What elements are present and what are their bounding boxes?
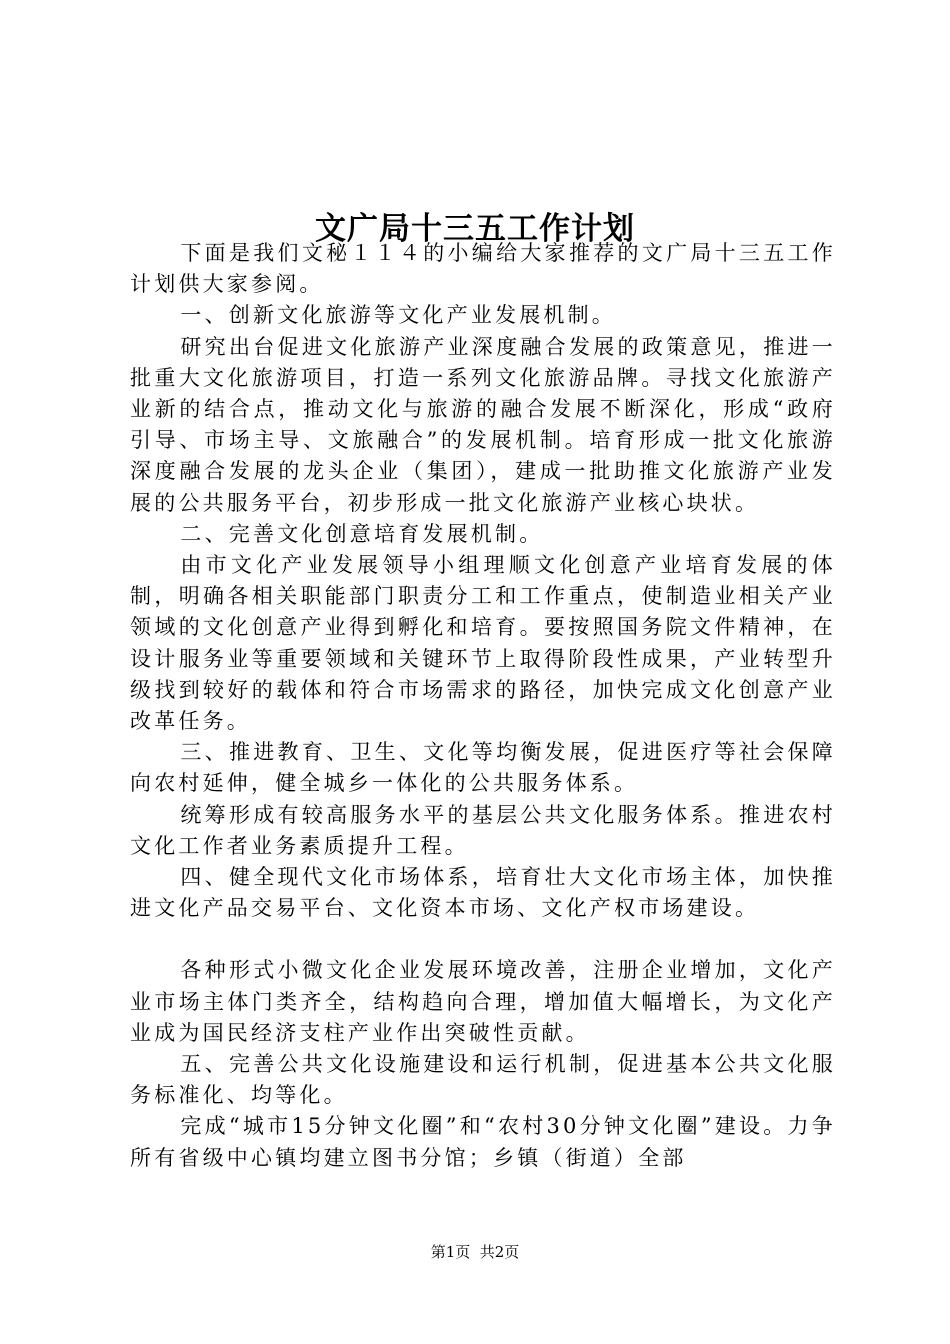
paragraph-heading-3: 三、推进教育、卫生、文化等均衡发展，促进医疗等社会保障向农村延伸，健全城乡一体化的公共服务体系。: [130, 740, 836, 796]
paragraph-heading-2: 二、完善文化创意培育发展机制。: [180, 521, 544, 546]
paragraph-body-1: 研究出台促进文化旅游产业深度融合发展的政策意见，推进一批重大文化旅游项目，打造一系列文化旅游品牌。寻找文化旅游产业新的结合点，推动文化与旅游的融合发展不断深化，形成“政府引导、市场主导、文旅融合”的发展机制。培育形成一批文化旅游深度融合发展的龙头企业（集团），建成一批助推文化旅游产业发展的公共服务平台，初步形成一批文化旅游产业核心块状。: [130, 334, 836, 515]
document-body: [130, 238, 836, 1174]
document-title: 文广局十三五工作计划: [315, 210, 635, 247]
paragraph-body-4: 各种形式小微文化企业发展环境改善，注册企业增加，文化产业市场主体门类齐全，结构趋向合理，增加值大幅增长，为文化产业成为国民经济支柱产业作出突破性贡献。: [130, 958, 836, 1045]
page-number: 第1页 共2页: [430, 1243, 520, 1261]
paragraph-body-3: 统筹形成有较高服务水平的基层公共文化服务体系。推进农村文化工作者业务素质提升工程。: [130, 802, 836, 858]
page-footer: [0, 1242, 950, 1262]
paragraph-body-5: 完成“城市15分钟文化圈”和“农村30分钟文化圈”建设。力争所有省级中心镇均建立图书分馆；乡镇（街道）全部: [130, 1114, 836, 1170]
paragraph-heading-1: 一、创新文化旅游等文化产业发展机制。: [180, 303, 616, 328]
paragraph-intro: 下面是我们文秘１１４的小编给大家推荐的文广局十三五工作计划供大家参阅。: [130, 241, 836, 297]
paragraph-heading-4: 四、健全现代文化市场体系，培育壮大文化市场主体，加快推进文化产品交易平台、文化资本市场、文化产权市场建设。: [130, 865, 836, 921]
paragraph-heading-5: 五、完善公共文化设施建设和运行机制，促进基本公共文化服务标准化、均等化。: [130, 1052, 836, 1108]
paragraph-body-2: 由市文化产业发展领导小组理顺文化创意产业培育发展的体制，明确各相关职能部门职责分工和工作重点，使制造业相关产业领域的文化创意产业得到孵化和培育。要按照国务院文件精神，在设计服务业等重要领域和关键环节上取得阶段性成果，产业转型升级找到较好的载体和符合市场需求的路径，加快完成文化创意产业改革任务。: [130, 553, 836, 734]
